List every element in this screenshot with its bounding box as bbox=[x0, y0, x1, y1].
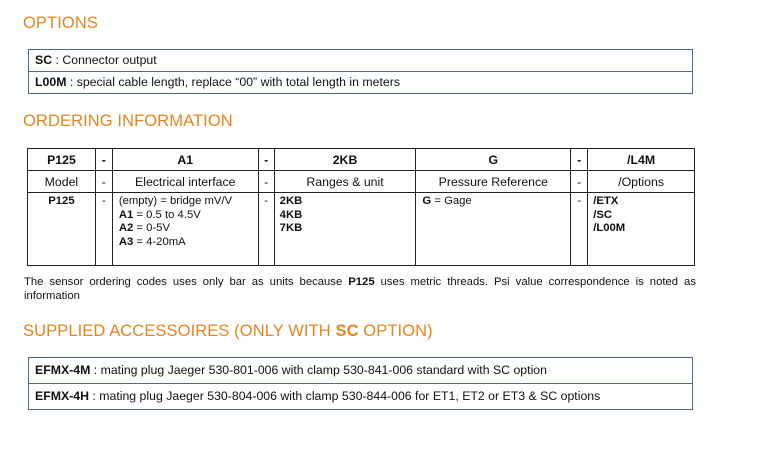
code-options: /L4M bbox=[588, 149, 695, 171]
label-electrical: Electrical interface bbox=[112, 171, 258, 193]
code-electrical: A1 bbox=[112, 149, 258, 171]
option-row-sc bbox=[29, 50, 693, 72]
option-row-l00m bbox=[29, 72, 693, 94]
label-reference: Pressure Reference bbox=[416, 171, 571, 193]
options-heading: OPTIONS bbox=[23, 14, 98, 32]
label-sep: - bbox=[571, 171, 588, 193]
electrical-option: A3 = 4-20mA bbox=[118, 235, 186, 248]
model-value: P125 bbox=[28, 193, 96, 266]
label-options: /Options bbox=[588, 171, 695, 193]
accessory-code: EFMX-4H bbox=[35, 389, 89, 403]
label-sep: - bbox=[95, 171, 112, 193]
value-sep: - bbox=[95, 193, 112, 266]
accessory-text: : mating plug Jaeger 530-804-006 with clamp 530-844-006 for ET1, ET2 or ET3 & SC options bbox=[88, 389, 601, 403]
options-box bbox=[28, 49, 693, 94]
option-value: /ETX bbox=[593, 195, 619, 207]
accessory-row bbox=[29, 358, 693, 384]
value-sep: - bbox=[571, 193, 588, 266]
accessories-box bbox=[28, 357, 693, 410]
range-option: 2KB bbox=[279, 195, 303, 207]
units-note: The sensor ordering codes uses only bar as units because P125 uses metric threads. Psi value correspondence is noted as information bbox=[24, 276, 696, 302]
option-text: : special cable length, replace “00” with total length in meters bbox=[66, 75, 400, 89]
value-sep: - bbox=[258, 193, 274, 266]
label-sep: - bbox=[258, 171, 274, 193]
electrical-option: (empty) = bridge mV/V bbox=[118, 195, 233, 207]
code-range: 2KB bbox=[274, 149, 416, 171]
options-values bbox=[588, 193, 695, 266]
code-model: P125 bbox=[28, 149, 96, 171]
range-option: 4KB bbox=[279, 208, 303, 221]
electrical-option: A2 = 0-5V bbox=[118, 222, 171, 234]
label-model: Model bbox=[28, 171, 96, 193]
accessory-text: : mating plug Jaeger 530-801-006 with clamp 530-841-006 standard with SC option bbox=[90, 363, 547, 377]
accessory-code: EFMX-4M bbox=[35, 363, 91, 377]
electrical-option: A1 = 0.5 to 4.5V bbox=[118, 208, 201, 221]
ordering-label-row bbox=[28, 171, 695, 193]
option-value: /L00M bbox=[593, 222, 626, 234]
range-values bbox=[274, 193, 416, 266]
electrical-values bbox=[112, 193, 258, 266]
accessory-row bbox=[29, 384, 693, 410]
code-sep: - bbox=[571, 149, 588, 171]
range-option: 7KB bbox=[279, 222, 303, 234]
code-sep: - bbox=[95, 149, 112, 171]
reference-values bbox=[416, 193, 571, 266]
option-value: /SC bbox=[593, 208, 613, 221]
ordering-code-row bbox=[28, 149, 695, 171]
code-reference: G bbox=[416, 149, 571, 171]
label-range: Ranges & unit bbox=[274, 171, 416, 193]
ordering-table bbox=[27, 148, 695, 266]
option-code: L00M bbox=[35, 75, 67, 89]
option-code: SC bbox=[35, 53, 53, 67]
ordering-heading: ORDERING INFORMATION bbox=[23, 112, 233, 130]
option-text: : Connector output bbox=[52, 53, 157, 67]
code-sep: - bbox=[258, 149, 274, 171]
ordering-values-row bbox=[28, 193, 695, 266]
reference-option: G = Gage bbox=[422, 195, 472, 207]
accessories-heading: SUPPLIED ACCESSOIRES (ONLY WITH SC OPTION) bbox=[23, 322, 433, 340]
